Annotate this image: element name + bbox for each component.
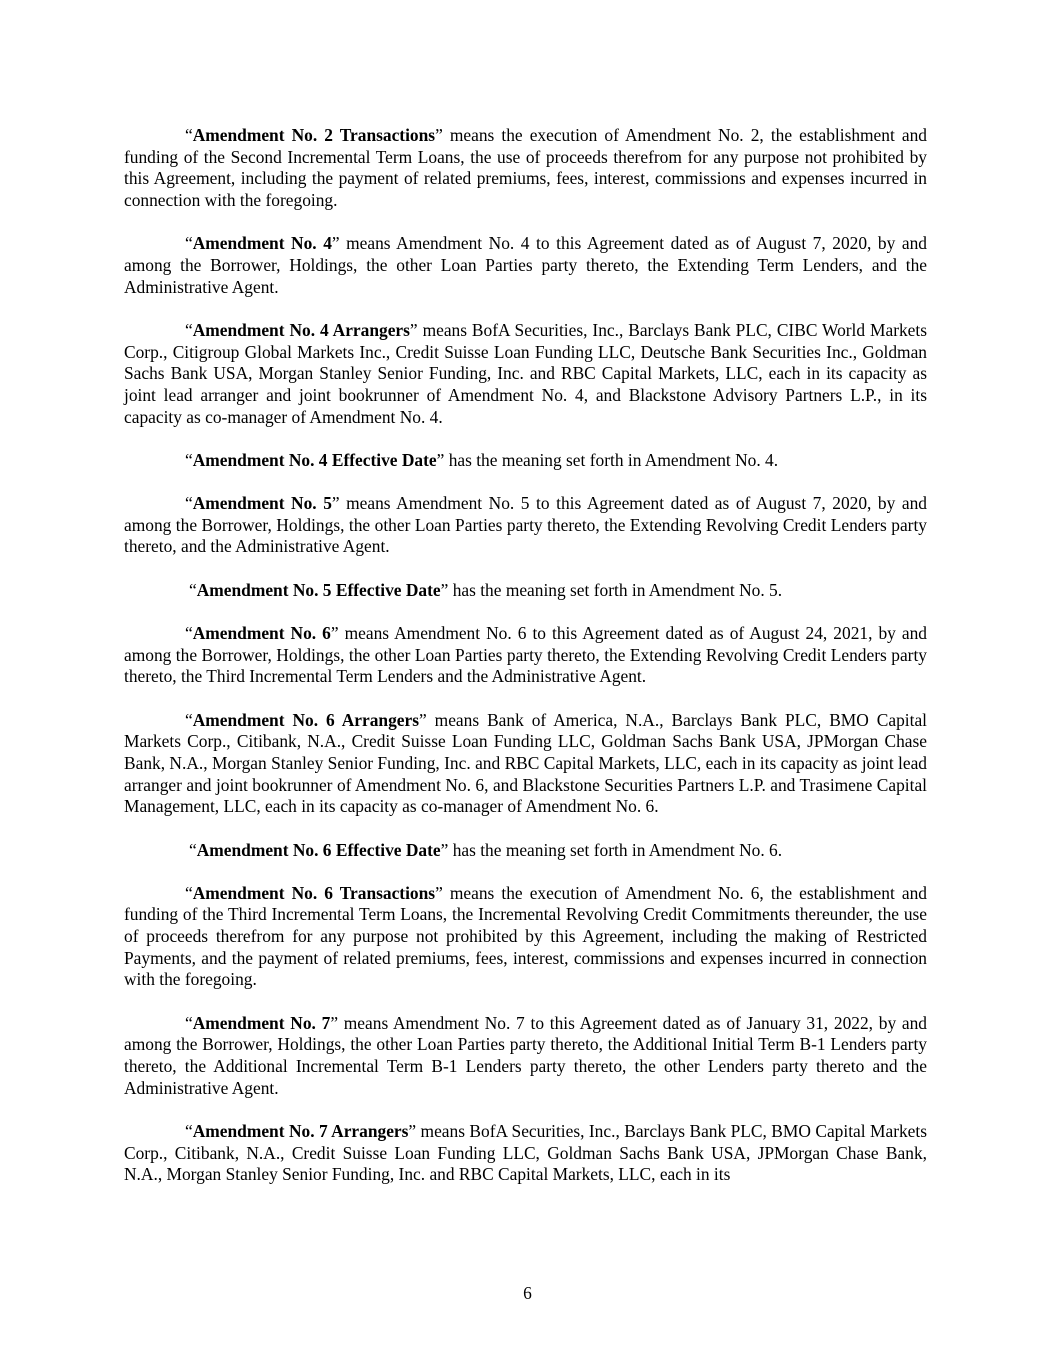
- defined-term: Amendment No. 5 Effective Date: [196, 579, 441, 600]
- open-quote: “: [185, 1121, 193, 1142]
- definition-paragraph: [124, 233, 927, 298]
- definition-text: ” has the meaning set forth in Amendment No. 4.: [436, 449, 779, 470]
- defined-term: Amendment No. 4: [192, 233, 332, 254]
- definition-text: ” has the meaning set forth in Amendment No. 6.: [440, 839, 783, 860]
- definition-paragraph: [124, 840, 927, 862]
- definition-text: ” means Amendment No. 4 to this Agreement dated as of August 7, 2020, by and among the Borrower, Holdings, the other Loan Parties party thereto, the Extending Term Lenders, and the Administrative Agent.: [124, 233, 927, 297]
- defined-term: Amendment No. 6: [192, 623, 331, 643]
- definition-text: ” means Amendment No. 7 to this Agreement dated as of January 31, 2022, by and among the Borrower, Holdings, the other Loan Parties party thereto, the Additional Initial Term B-1 Lenders party thereto, the Additional Incremental Term B-1 Lenders party thereto, the other Lenders party thereto and the Administrative Agent.: [124, 1012, 927, 1098]
- definition-paragraph: [124, 710, 927, 818]
- definition-paragraph: [124, 580, 927, 602]
- defined-term: Amendment No. 4 Arrangers: [192, 319, 410, 340]
- open-quote: “: [185, 493, 193, 514]
- open-quote: “: [185, 882, 193, 903]
- definition-text: ” means Amendment No. 5 to this Agreement dated as of August 7, 2020, by and among the Borrower, Holdings, the other Loan Parties party thereto, the Extending Revolving Credit Lenders party thereto, and the Administrative Agent.: [124, 493, 927, 557]
- open-quote: “: [185, 1012, 193, 1033]
- definition-text: ” means the execution of Amendment No. 2, the establishment and funding of the Second Incremental Term Loans, the use of proceeds therefrom for any purpose not prohibited by this Agreement, including the payment of related premiums, fees, interest, commissions and expenses incurred in connection with the foregoing.: [124, 125, 927, 210]
- defined-term: Amendment No. 5: [192, 493, 332, 514]
- open-quote: “: [185, 233, 193, 254]
- definition-paragraph: [124, 125, 927, 212]
- definition-paragraph: [124, 883, 927, 991]
- page-number: 6: [523, 1283, 532, 1303]
- definition-paragraph: [124, 623, 927, 688]
- defined-term: Amendment No. 6 Effective Date: [196, 839, 441, 860]
- defined-term: Amendment No. 6 Transactions: [192, 882, 436, 903]
- defined-term: Amendment No. 6 Arrangers: [192, 709, 419, 730]
- definition-paragraph: [124, 493, 927, 558]
- defined-term: Amendment No. 4 Effective Date: [192, 449, 437, 470]
- defined-term: Amendment No. 7 Arrangers: [192, 1121, 409, 1142]
- defined-term: Amendment No. 2 Transactions: [192, 125, 436, 145]
- definition-text: ” means the execution of Amendment No. 6, the establishment and funding of the Third Incremental Term Loans, the Incremental Revolving Credit Commitments thereunder, the use of proceeds therefrom for any purpose not prohibited by this Agreement, including the making of Restricted Payments, and the payment of related premiums, fees, interest, commissions and expenses incurred in connection with the foregoing.: [124, 882, 927, 990]
- defined-term: Amendment No. 7: [192, 1012, 331, 1033]
- open-quote: “: [189, 839, 197, 860]
- open-quote: “: [189, 579, 197, 600]
- definition-text: ” has the meaning set forth in Amendment No. 5.: [440, 579, 783, 600]
- open-quote: “: [185, 709, 193, 730]
- definition-paragraph: [124, 1013, 927, 1100]
- open-quote: “: [185, 125, 193, 145]
- definition-text: ” means Amendment No. 6 to this Agreement dated as of August 24, 2021, by and among the Borrower, Holdings, the other Loan Parties party thereto, the Extending Revolving Credit Lenders party thereto, the Third Incremental Term Lenders and the Administrative Agent.: [124, 623, 927, 687]
- definition-text: ” means BofA Securities, Inc., Barclays Bank PLC, BMO Capital Markets Corp., Citibank, N.A., Credit Suisse Loan Funding LLC, Goldman Sachs Bank USA, JPMorgan Chase Bank, N.A., Morgan Stanley Senior Funding, Inc. and RBC Capital Markets, LLC, each in its: [124, 1121, 927, 1185]
- open-quote: “: [185, 449, 193, 470]
- definition-paragraph: [124, 1121, 927, 1186]
- open-quote: “: [185, 623, 193, 643]
- open-quote: “: [185, 319, 193, 340]
- definition-paragraph: [124, 320, 927, 428]
- definition-text: ” means BofA Securities, Inc., Barclays Bank PLC, CIBC World Markets Corp., Citigroup Global Markets Inc., Credit Suisse Loan Funding LLC, Deutsche Bank Securities Inc., Goldman Sachs Bank USA, Morgan Stanley Senior Funding, Inc. and RBC Capital Markets, LLC, each in its capacity as joint lead arranger and joint bookrunner of Amendment No. 4, and Blackstone Advisory Partners L.P., in its capacity as co-manager of Amendment No. 4.: [124, 319, 927, 427]
- definition-text: ” means Bank of America, N.A., Barclays Bank PLC, BMO Capital Markets Corp., Citibank, N.A., Credit Suisse Loan Funding LLC, Goldman Sachs Bank USA, JPMorgan Chase Bank, N.A., Morgan Stanley Senior Funding, Inc. and RBC Capital Markets, LLC, each in its capacity as joint lead arranger and joint bookrunner of Amendment No. 6, and Blackstone Securities Partners L.P. and Trasimene Capital Management, LLC, each in its capacity as co-manager of Amendment No. 6.: [124, 709, 928, 817]
- definition-paragraph: [124, 450, 927, 472]
- document-body: [124, 125, 927, 1208]
